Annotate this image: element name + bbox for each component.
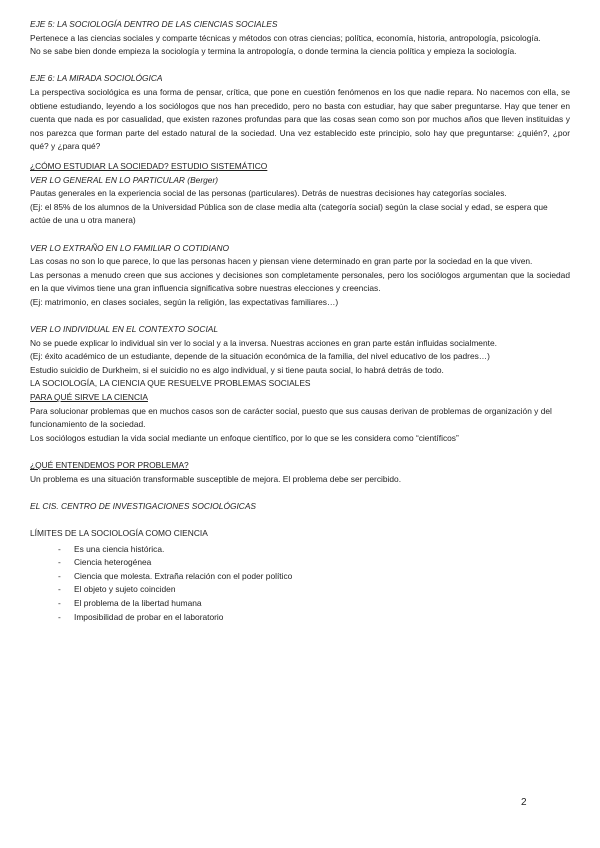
list-item: - Ciencia heterogénea — [58, 556, 570, 570]
individual-line-2: (Ej: éxito académico de un estudiante, depende de la situación económica de la familia, del nivel educativo de los padres…) — [30, 351, 490, 362]
document-page — [30, 18, 570, 624]
extrano-subheading: VER LO EXTRAÑO EN LO FAMILIAR O COTIDIANO — [30, 242, 230, 253]
page-number: 2 — [521, 797, 527, 808]
list-item: - Imposibilidad de probar en el laboratorio — [58, 611, 570, 625]
list-item: - El objeto y sujeto coinciden — [58, 583, 570, 597]
eje5-heading: EJE 5: LA SOCIOLOGÍA DENTRO DE LAS CIENCIAS SOCIALES — [30, 19, 278, 29]
individual-subheading: VER LO INDIVIDUAL EN EL CONTEXTO SOCIAL — [30, 324, 219, 335]
eje6-paragraph: La perspectiva sociológica es una forma de pensar, crítica, que pone en cuestión fenómenos en los que nadie repara. No nacemos con ella, se obtiene estudiando, leyendo a los sociólogos que nos han precedido, pero no basta con estudiar, hay que saber preguntarse. Hay que tener en cuenta que nada es por casualidad, que existen razones profundas para que las cosas sean como son por muchos años que lleven instituidas y nos parezca que forman parte del estado natural de la sociedad. Una vez establecido este principio, solo hay que preguntarse: ¿quién?, ¿por qué? y ¿para qué? — [30, 86, 570, 152]
problemas-line-2: Los sociólogos estudian la vida social mediante un enfoque científico, por lo que se les considera como “científicos” — [30, 432, 459, 443]
problema-line: Un problema es una situación transformable susceptible de mejora. El problema debe ser percibido. — [30, 473, 402, 484]
spacer — [30, 228, 570, 242]
problemas-subheading: PARA QUÉ SIRVE LA CIENCIA — [30, 392, 148, 403]
extrano-line-3: (Ej: matrimonio, en clases sociales, según la religión, las expectativas familiares…) — [30, 296, 339, 307]
eje5-paragraph-2: No se sabe bien donde empieza la sociología y termina la antropología, o donde termina la ciencia política y empieza la sociología. — [30, 46, 517, 57]
list-item: - Ciencia que molesta. Extraña relación con el poder político — [58, 570, 570, 584]
problemas-line-1: Para solucionar problemas que en muchos casos son de carácter social, puesto que sus causas derivan de problemas de organización y del funcionamiento de la sociedad. — [30, 405, 552, 430]
limites-list — [30, 543, 570, 625]
eje5-paragraph-1: Pertenece a las ciencias sociales y comparte técnicas y métodos con otras ciencias; política, economía, historia, antropología, psicología. — [30, 32, 541, 43]
eje6-heading: EJE 6: LA MIRADA SOCIOLÓGICA — [30, 73, 163, 84]
extrano-line-1: Las cosas no son lo que parece, lo que las personas hacen y piensan viene determinado en gran parte por la sociedad en la que viven. — [30, 256, 533, 267]
spacer — [30, 309, 570, 323]
individual-line-1: No se puede explicar lo individual sin ver lo social y a la inversa. Nuestras acciones en gran parte están influidas socialmente. — [30, 337, 497, 348]
list-item: - El problema de la libertad humana — [58, 597, 570, 611]
general-line-1: Pautas generales en la experiencia social de las personas (particulares). Detrás de nuestras decisiones hay categorías sociales. — [30, 188, 507, 199]
extrano-line-2: Las personas a menudo creen que sus acciones y decisiones son completamente personales, pero los sociólogos argumentan que la sociedad en la que vivimos tiene una gran influencia significativa sobre nuestras elecciones y creencias. — [30, 269, 570, 294]
spacer — [30, 513, 570, 527]
list-item: - Es una ciencia histórica. — [58, 543, 570, 557]
individual-line-3: Estudio suicidio de Durkheim, si el suicidio no es algo individual, y si tiene pauta social, lo habrá detrás de todo. — [30, 364, 444, 375]
cis-heading: EL CIS. CENTRO DE INVESTIGACIONES SOCIOLÓGICAS — [30, 500, 257, 511]
spacer — [30, 445, 570, 459]
problemas-heading: LA SOCIOLOGÍA, LA CIENCIA QUE RESUELVE PROBLEMAS SOCIALES — [30, 378, 311, 389]
problema-heading: ¿QUÉ ENTENDEMOS POR PROBLEMA? — [30, 460, 189, 470]
spacer — [30, 486, 570, 500]
general-subheading: VER LO GENERAL EN LO PARTICULAR (Berger) — [30, 174, 219, 185]
estudio-heading: ¿CÓMO ESTUDIAR LA SOCIEDAD? ESTUDIO SISTEMÁTICO — [30, 160, 268, 171]
limites-heading: LÍMITES DE LA SOCIOLOGÍA COMO CIENCIA — [30, 527, 208, 538]
general-line-2: (Ej: el 85% de los alumnos de la Universidad Pública son de clase media alta (categoría social) según la clase social y edad, se espera que actúe de una u otra manera) — [30, 201, 548, 226]
spacer — [30, 59, 570, 73]
